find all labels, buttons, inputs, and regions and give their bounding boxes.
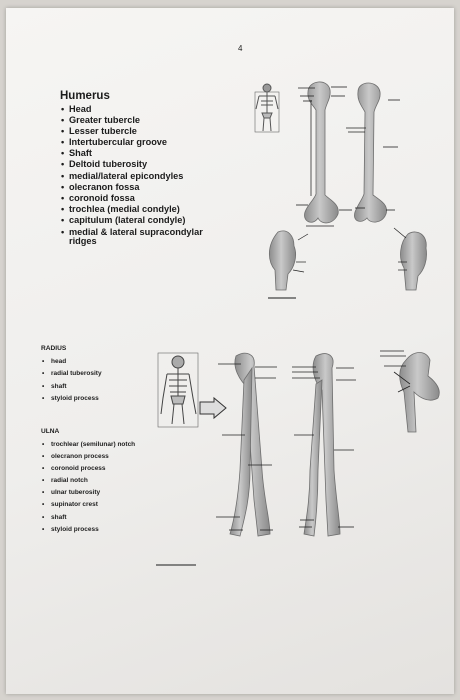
ulna-lateral-bone bbox=[400, 353, 440, 433]
ulna-term: • radial notch bbox=[41, 475, 135, 487]
radius-title: RADIUS bbox=[41, 345, 67, 352]
elbow-joint-left-bone bbox=[269, 231, 308, 290]
humerus-term: • Head bbox=[60, 104, 219, 115]
radius-ulna-anterior-bone bbox=[230, 353, 270, 536]
humerus-term: • trochlea (medial condyle) bbox=[60, 204, 219, 215]
humerus-term: • Greater tubercle bbox=[60, 115, 219, 126]
humerus-term: • Lesser tubercle bbox=[60, 126, 219, 137]
ulna-term: • supinator crest bbox=[41, 499, 135, 511]
arrow-right-icon bbox=[200, 398, 226, 418]
elbow-joint-right-bone bbox=[394, 228, 427, 290]
radius-term: • styloid process bbox=[41, 393, 102, 405]
humerus-term: • coronoid fossa bbox=[60, 193, 219, 204]
humerus-term: • medial/lateral epicondyles bbox=[60, 171, 219, 182]
humerus-term: • medial & lateral supracondylar ridges bbox=[60, 228, 219, 246]
humerus-anterior-bone bbox=[304, 82, 338, 223]
skeleton-figure-icon bbox=[255, 84, 279, 132]
humerus-term: • Intertubercular groove bbox=[60, 137, 219, 148]
humerus-term: • olecranon fossa bbox=[60, 182, 219, 193]
ulna-term: • olecranon process bbox=[41, 451, 135, 463]
humerus-title: Humerus bbox=[60, 90, 110, 102]
humerus-term: • capitulum (lateral condyle) bbox=[60, 215, 219, 226]
radius-term: • radial tuberosity bbox=[41, 368, 102, 380]
page-number: 4 bbox=[238, 44, 243, 53]
ulna-term: • shaft bbox=[41, 512, 135, 524]
ulna-title: ULNA bbox=[41, 428, 60, 435]
ulna-term: • trochlear (semilunar) notch bbox=[41, 439, 135, 451]
humerus-term: • Shaft bbox=[60, 148, 219, 159]
ulna-term: • ulnar tuberosity bbox=[41, 487, 135, 499]
radius-term: • head bbox=[41, 356, 102, 368]
ulna-term: • coronoid process bbox=[41, 463, 135, 475]
radius-term: • shaft bbox=[41, 381, 102, 393]
skeleton-figure-forearm-icon bbox=[158, 353, 198, 427]
radius-ulna-posterior-bone bbox=[304, 354, 340, 536]
humerus-term: • Deltoid tuberosity bbox=[60, 159, 219, 170]
humerus-posterior-bone bbox=[354, 83, 386, 222]
ulna-term: • styloid process bbox=[41, 524, 135, 536]
